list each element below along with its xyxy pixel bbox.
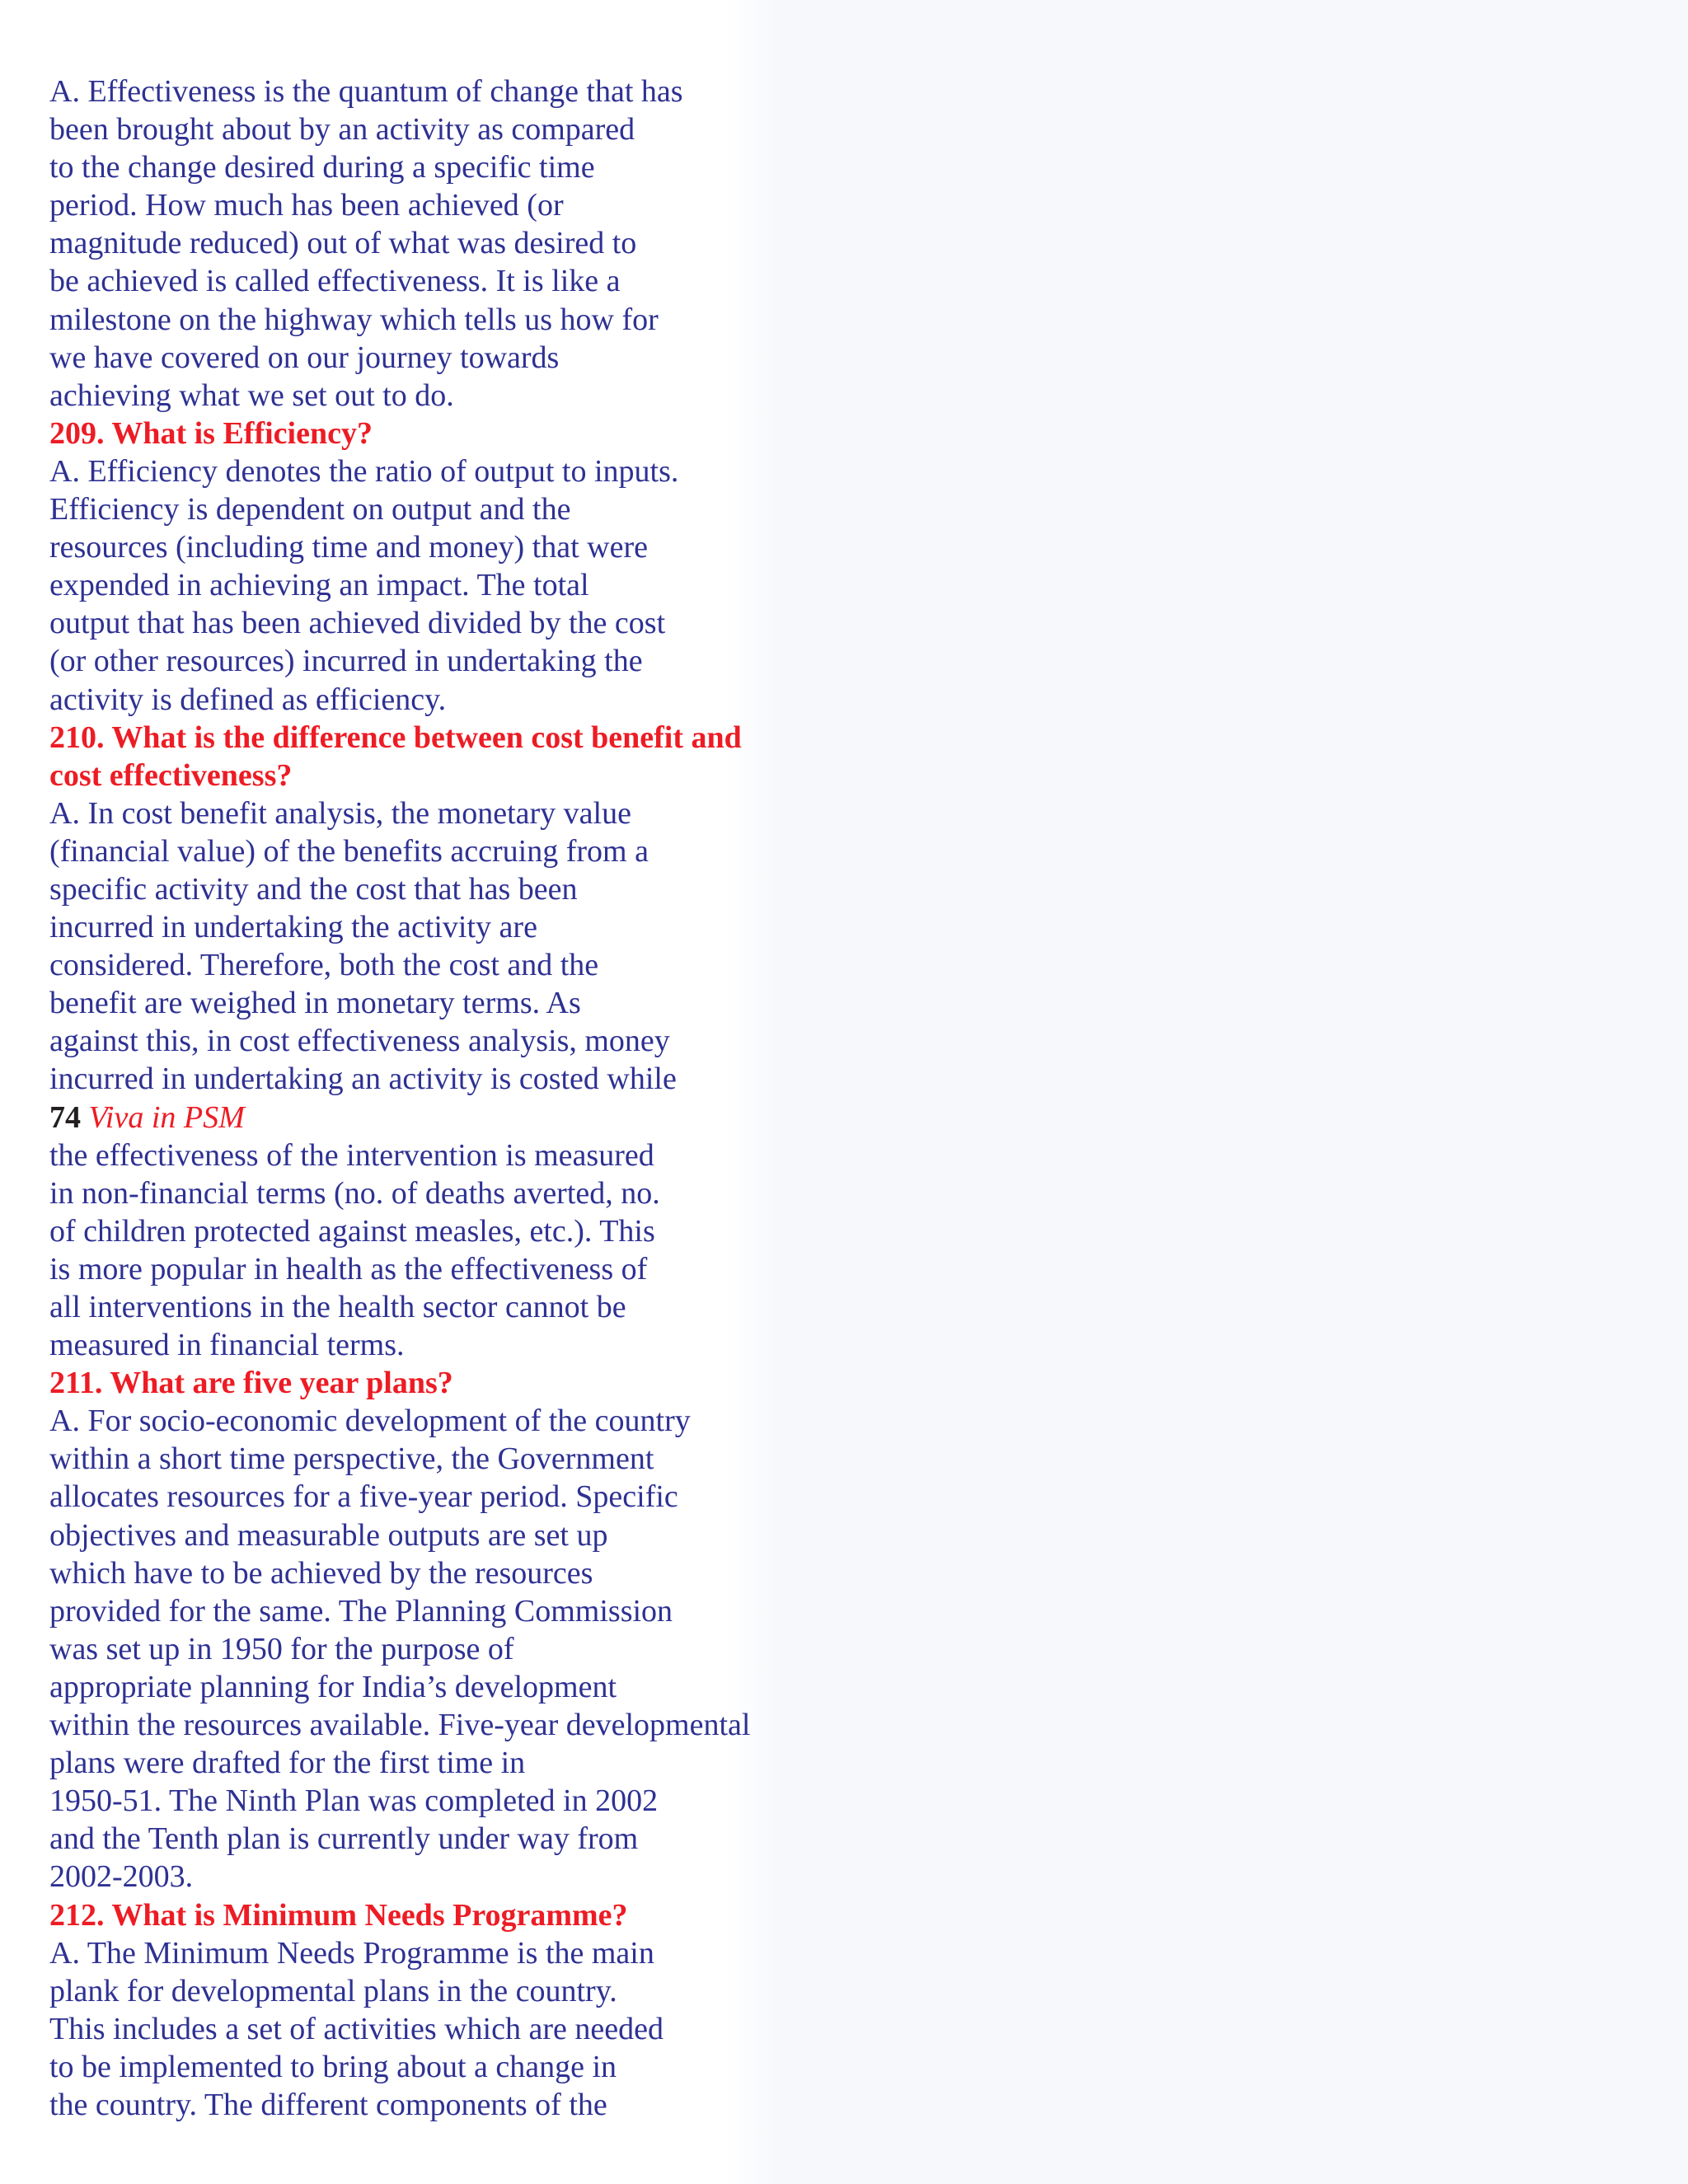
answer-text-line: considered. Therefore, both the cost and the [49,948,599,983]
answer-text-line: to the change desired during a specific time [49,150,595,185]
answer-text-line: provided for the same. The Planning Commission [49,1593,673,1629]
answer-text-line: appropriate planning for India’s development [49,1669,617,1704]
answer-text-line: allocates resources for a five-year period. Specific [49,1479,678,1515]
answer-text-line: 1950-51. The Ninth Plan was completed in 2002 [49,1783,659,1819]
answer-text-line: expended in achieving an impact. The total [49,568,589,603]
answer-text-line: activity is defined as efficiency. [49,682,447,717]
question-heading: 211. What are five year plans? [49,1366,453,1401]
answer-text-line: (financial value) of the benefits accruing from a [49,833,649,869]
answer-text-line: and the Tenth plan is currently under way from [49,1821,639,1857]
running-header [49,1099,857,1137]
answer-text-line: been brought about by an activity as compared [49,112,635,148]
answer-text-line: A. For socio-economic development of the country [49,1404,691,1439]
answer-text-line: of children protected against measles, etc.). This [49,1213,655,1249]
answer-text-line: the effectiveness of the intervention is measured [49,1137,654,1173]
answer-text-line: measured in financial terms. [49,1328,405,1363]
answer-text-line: within the resources available. Five-year developmental [49,1708,751,1743]
answer-text-line: milestone on the highway which tells us how for [49,302,659,337]
question-heading: cost effectiveness? [49,757,293,793]
answer-text-line: resources (including time and money) that were [49,530,648,565]
answer-text-line: 2002-2003. [49,1859,194,1895]
answer-text-line: was set up in 1950 for the purpose of [49,1631,514,1666]
answer-text-line: Efficiency is dependent on output and the [49,492,571,527]
answer-text-line: This includes a set of activities which are needed [49,2011,663,2046]
answer-text-line: A. The Minimum Needs Programme is the main [49,1935,654,1971]
answer-text-line: objectives and measurable outputs are set up [49,1517,608,1553]
answer-text-line: output that has been achieved divided by the cost [49,606,666,641]
answer-text-line: benefit are weighed in monetary terms. As [49,986,581,1021]
answer-text-line: (or other resources) incurred in undertaking the [49,644,643,679]
answer-text-line: plank for developmental plans in the country. [49,1973,617,2008]
answer-text-line: incurred in undertaking the activity are [49,910,537,945]
page-text-column [49,73,857,2124]
answer-text-line: to be implemented to bring about a change in [49,2049,617,2084]
answer-text-line: achieving what we set out to do. [49,377,454,413]
answer-text-line: A. Effectiveness is the quantum of change that has [49,74,683,109]
answer-text-line: incurred in undertaking an activity is costed while [49,1062,677,1097]
answer-text-line: in non-financial terms (no. of deaths averted, no. [49,1175,660,1211]
answer-text-line: period. How much has been achieved (or [49,188,564,223]
answer-text-line: A. Efficiency denotes the ratio of output to inputs. [49,453,679,489]
answer-text-line: is more popular in health as the effectiveness of [49,1251,648,1286]
answer-text-line: within a short time perspective, the Government [49,1441,654,1477]
answer-text-line: the country. The different components of the [49,2087,607,2122]
answer-text-line: be achieved is called effectiveness. It is like a [49,264,621,299]
question-heading: 210. What is the difference between cost benefit and [49,719,742,755]
answer-text-line: all interventions in the health sector cannot be [49,1290,626,1324]
answer-text-line: we have covered on our journey towards [49,340,560,375]
answer-text-line: plans were drafted for the first time in [49,1746,526,1781]
answer-text-line: magnitude reduced) out of what was desired to [49,226,637,261]
page-number: 74 [49,1099,81,1135]
answer-text-line: which have to be achieved by the resources [49,1555,593,1591]
question-heading: 212. What is Minimum Needs Programme? [49,1897,628,1933]
answer-text-line: against this, in cost effectiveness analysis, money [49,1024,670,1059]
question-heading: 209. What is Efficiency? [49,415,373,451]
answer-text-line: specific activity and the cost that has been [49,871,578,907]
answer-text-line: A. In cost benefit analysis, the monetary value [49,795,631,831]
running-title: Viva in PSM [88,1099,245,1135]
